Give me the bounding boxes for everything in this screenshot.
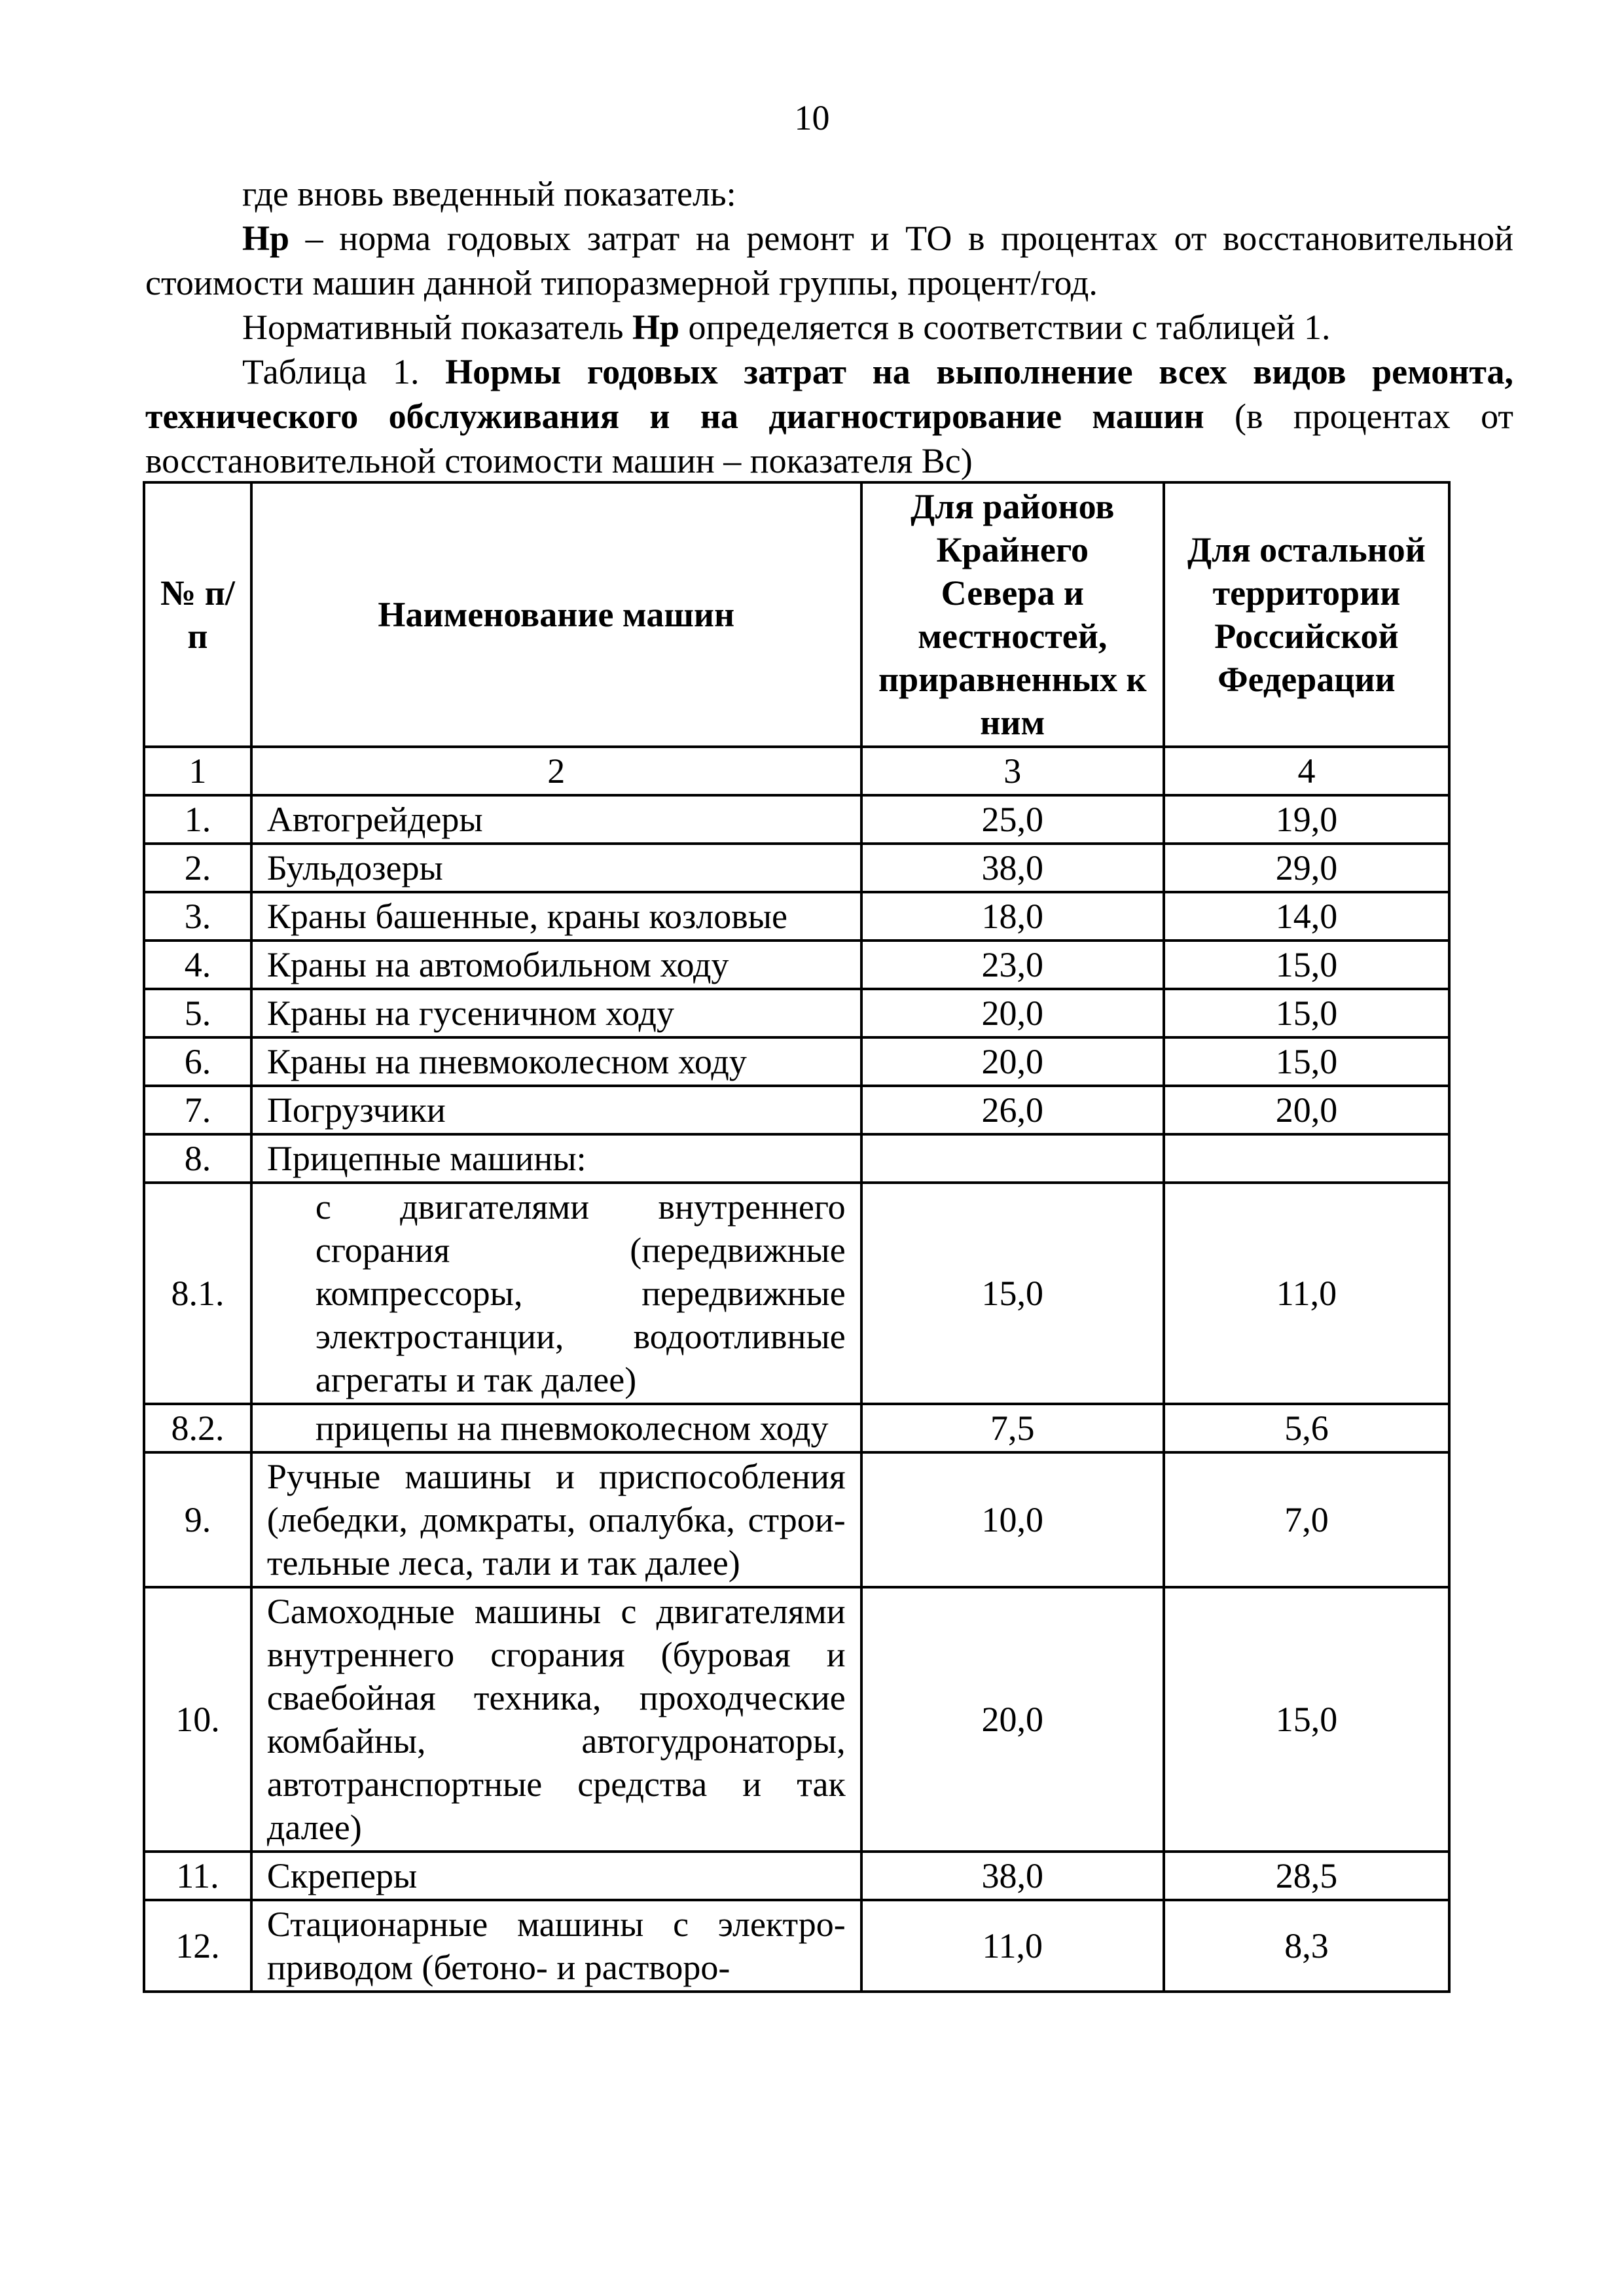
row-num: 4. — [144, 941, 251, 989]
header-num: № п/п — [144, 482, 251, 747]
table-row — [144, 1183, 1449, 1404]
row-rest: 15,0 — [1164, 941, 1449, 989]
row-rest: 7,0 — [1164, 1452, 1449, 1587]
row-north: 20,0 — [861, 1587, 1164, 1852]
row-name: Краны на автомобильном ходу — [251, 941, 861, 989]
row-name: с двигателями внутреннего сгорания (передвижные компрессоры, передвижные электростанции, водоотливные агрегаты и так далее) — [251, 1183, 861, 1404]
hp-term: Нр — [242, 219, 290, 258]
table-row — [144, 795, 1449, 844]
row-name: Прицепные машины: — [251, 1134, 861, 1183]
row-rest: 28,5 — [1164, 1852, 1449, 1900]
intro-text — [145, 171, 1513, 483]
row-north: 20,0 — [861, 1037, 1164, 1086]
page-number: 10 — [794, 98, 830, 137]
table-row — [144, 1134, 1449, 1183]
row-rest: 15,0 — [1164, 1587, 1449, 1852]
row-north: 10,0 — [861, 1452, 1164, 1587]
header-name: Наименование машин — [251, 482, 861, 747]
table-row — [144, 1404, 1449, 1452]
caption-bold: Нормы годовых затрат на выполнение всех видов ремонта, технического обслуживания и на диагностирование машин — [145, 352, 1514, 436]
index-cell: 1 — [144, 747, 251, 795]
row-num: 2. — [144, 844, 251, 892]
norm-suffix: определяется в соответствии с таблицей 1. — [679, 308, 1331, 347]
row-north: 20,0 — [861, 989, 1164, 1037]
header-north: Для районов Крайнего Севера и местностей, приравненных к ним — [861, 482, 1164, 747]
row-rest: 11,0 — [1164, 1183, 1449, 1404]
caption-suffix: (в процентах от восстановительной стоимости машин – показателя Вс) — [145, 397, 1513, 480]
row-north: 15,0 — [861, 1183, 1164, 1404]
row-rest: 5,6 — [1164, 1404, 1449, 1452]
row-north: 7,5 — [861, 1404, 1164, 1452]
table-row — [144, 1900, 1449, 1992]
table-row — [144, 1086, 1449, 1134]
row-north: 38,0 — [861, 1852, 1164, 1900]
row-north: 11,0 — [861, 1900, 1164, 1992]
row-north: 38,0 — [861, 844, 1164, 892]
row-num: 8.1. — [144, 1183, 251, 1404]
row-num: 3. — [144, 892, 251, 941]
norm-prefix: Нормативный показатель — [242, 308, 632, 347]
row-name: Ручные машины и приспособления (лебедки, домкраты, опалубка, строи-тельные леса, тали и так далее) — [251, 1452, 861, 1587]
row-name: Бульдозеры — [251, 844, 861, 892]
header-row — [144, 482, 1449, 747]
norm-statement — [145, 305, 1513, 350]
row-rest: 20,0 — [1164, 1086, 1449, 1134]
table-row — [144, 892, 1449, 941]
index-cell: 2 — [251, 747, 861, 795]
intro-line: где вновь введенный показатель: — [242, 174, 736, 213]
table-row — [144, 989, 1449, 1037]
row-num: 12. — [144, 1900, 251, 1992]
hp-definition — [145, 216, 1513, 305]
row-north: 25,0 — [861, 795, 1164, 844]
row-north: 26,0 — [861, 1086, 1164, 1134]
row-num: 8. — [144, 1134, 251, 1183]
row-north: 23,0 — [861, 941, 1164, 989]
row-name: Краны на пневмоколесном ходу — [251, 1037, 861, 1086]
caption-prefix: Таблица 1. — [242, 352, 446, 391]
row-rest: 15,0 — [1164, 1037, 1449, 1086]
row-name: Скреперы — [251, 1852, 861, 1900]
row-rest: 19,0 — [1164, 795, 1449, 844]
row-num: 7. — [144, 1086, 251, 1134]
table-row — [144, 844, 1449, 892]
index-row — [144, 747, 1449, 795]
index-cell: 3 — [861, 747, 1164, 795]
hp-def-text: – норма годовых затрат на ремонт и ТО в процентах от восстановительной стоимости машин данной типоразмерной группы, процент/год. — [145, 219, 1513, 302]
table-row — [144, 1587, 1449, 1852]
row-name: Краны башенные, краны козловые — [251, 892, 861, 941]
row-rest: 15,0 — [1164, 989, 1449, 1037]
row-num: 5. — [144, 989, 251, 1037]
row-num: 11. — [144, 1852, 251, 1900]
table-caption — [145, 350, 1513, 483]
row-name: Автогрейдеры — [251, 795, 861, 844]
row-name: прицепы на пневмоколесном ходу — [251, 1404, 861, 1452]
row-rest: 8,3 — [1164, 1900, 1449, 1992]
row-name: Погрузчики — [251, 1086, 861, 1134]
norms-table — [143, 481, 1451, 1993]
row-num: 6. — [144, 1037, 251, 1086]
row-num: 10. — [144, 1587, 251, 1852]
row-rest: 29,0 — [1164, 844, 1449, 892]
row-name: Стационарные машины с электро-приводом (бетоно- и растворо- — [251, 1900, 861, 1992]
index-cell: 4 — [1164, 747, 1449, 795]
row-name: Краны на гусеничном ходу — [251, 989, 861, 1037]
table-row — [144, 941, 1449, 989]
row-north — [861, 1134, 1164, 1183]
row-rest — [1164, 1134, 1449, 1183]
row-num: 1. — [144, 795, 251, 844]
row-north: 18,0 — [861, 892, 1164, 941]
table-row — [144, 1852, 1449, 1900]
row-rest: 14,0 — [1164, 892, 1449, 941]
table-row — [144, 1037, 1449, 1086]
row-num: 8.2. — [144, 1404, 251, 1452]
norm-term: Нр — [632, 308, 679, 347]
row-name: Самоходные машины с двигателями внутреннего сгорания (буровая и сваебойная техника, проходческие комбайны, автогудронаторы, автотранспортные средства и так далее) — [251, 1587, 861, 1852]
table-row — [144, 1452, 1449, 1587]
row-num: 9. — [144, 1452, 251, 1587]
header-rest: Для остальной территории Российской Федерации — [1164, 482, 1449, 747]
